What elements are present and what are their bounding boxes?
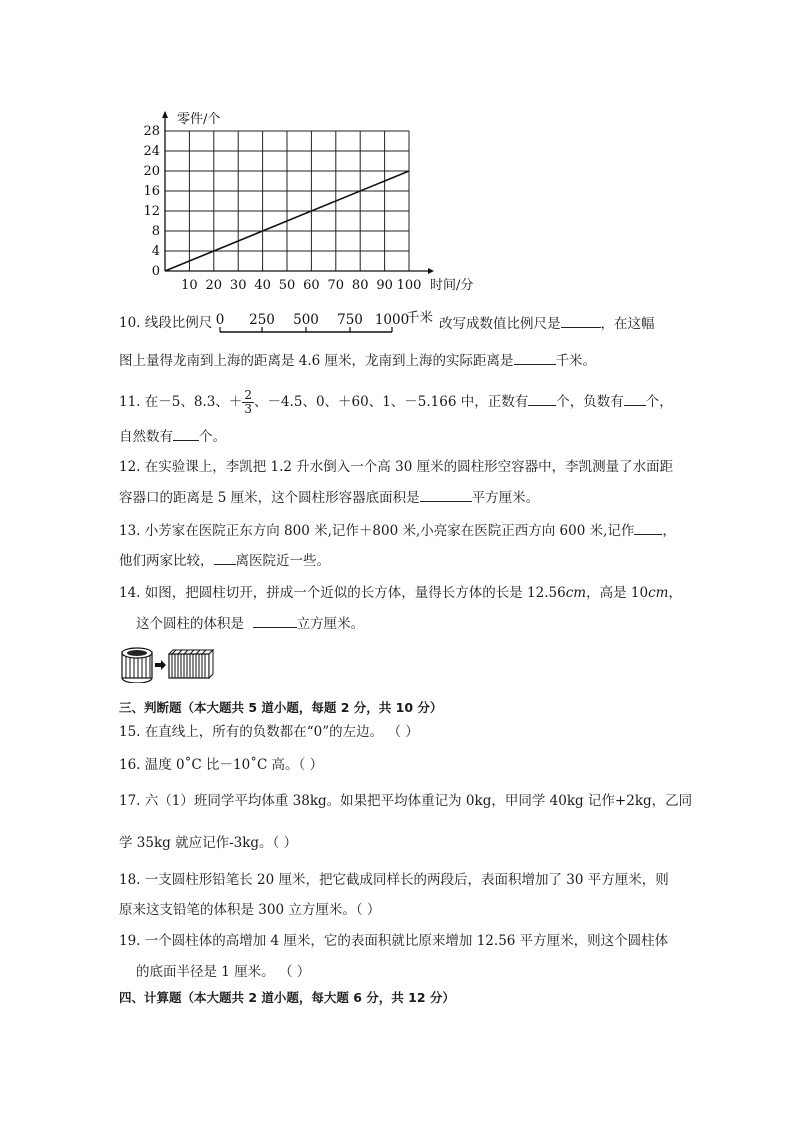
x-tick-label: 40 (254, 278, 271, 293)
q13-line1: 13. 小芳家在医院正东方向 800 米,记作＋800 米,小亮家在医院正西方向 600 米,记作 ， (119, 523, 676, 539)
q12-line2: 容器口的距离是 5 厘米，这个圆柱形容器底面积是 平方厘米。 (119, 490, 540, 506)
x-tick-label: 60 (303, 278, 320, 293)
answer-blank[interactable] (214, 551, 236, 565)
x-tick-label: 70 (327, 278, 345, 293)
fraction: $\frac{2}{3}$ (244, 388, 252, 416)
q10-text-a: 改写成数值比例尺是 ，在这幅 (439, 316, 655, 332)
chart-labels (143, 112, 473, 293)
q19-line2: 的底面半径是 1 厘米。 （ ） (136, 964, 311, 980)
q16: 16. 温度 0˚C 比－10˚C 高。（ ） (119, 757, 324, 773)
y-axis-title: 零件/个 (177, 112, 221, 127)
scale-bar-label: 750 (337, 312, 363, 328)
answer-blank[interactable] (173, 427, 199, 441)
scale-bar-label: 250 (249, 312, 275, 328)
y-tick-label: 0 (151, 264, 160, 279)
chart-axes (162, 111, 434, 274)
q18-line2: 原来这支铅笔的体积是 300 立方厘米。（ ） (119, 902, 381, 918)
x-tick-label: 30 (229, 278, 247, 293)
q12-line1: 12. 在实验课上，李凯把 1.2 升水倒入一个高 30 厘米的圆柱形空容器中，李凯测量了水面距 (119, 459, 674, 475)
x-tick-label: 50 (278, 278, 296, 293)
answer-blank[interactable] (253, 614, 297, 628)
answer-blank[interactable] (528, 392, 556, 406)
x-axis-title: 时间/分 (430, 278, 474, 293)
y-tick-label: 24 (143, 144, 160, 159)
q11-line2: 自然数有 个。 (119, 429, 226, 445)
q10-line1 (119, 314, 212, 332)
scale-bar-unit: 千米 (406, 310, 433, 326)
section-heading-judgement: 三、判断题（本大题共 5 道小题，每题 2 分，共 10 分） (119, 700, 443, 715)
x-axis-arrow (428, 268, 434, 274)
x-tick-label: 20 (205, 278, 223, 293)
q13-line2: 他们两家比较， 离医院近一些。 (119, 553, 330, 569)
answer-blank[interactable] (624, 392, 646, 406)
q19-line1: 19. 一个圆柱体的高增加 4 厘米，它的表面积就比原来增加 12.56 平方厘米，则这个圆柱体 (119, 933, 669, 949)
y-tick-label: 4 (151, 244, 160, 259)
scale-bar-label: 0 (215, 312, 225, 328)
cylinder-to-cuboid-figure (119, 645, 219, 683)
x-tick-label: 80 (351, 278, 369, 293)
q14-line2: 这个圆柱的体积是 立方厘米。 (136, 616, 365, 632)
y-tick-label: 28 (143, 124, 160, 139)
q17-line1: 17. 六（1）班同学平均体重 38kg。如果把平均体重记为 0kg，甲同学 40kg 记作+2kg，乙同 (119, 793, 693, 809)
q18-line1: 18. 一支圆柱形铅笔长 20 厘米，把它截成同样长的两段后，表面积增加了 30 平方厘米，则 (119, 872, 669, 888)
y-tick-label: 20 (143, 164, 160, 179)
chart-grid (165, 131, 409, 271)
y-tick-label: 12 (143, 204, 160, 219)
q11-line1: 11. 在－5、8.3、＋ $\frac{2}{3}$ 、－4.5、0、＋60、1、－5.166 中，正数有 个，负数有 个， (119, 388, 673, 416)
x-tick-label: 100 (396, 278, 422, 293)
q14-line1: 14. 如图，把圆柱切开，拼成一个近似的长方体，量得长方体的长是 12.56cm，高是 10cm， (119, 585, 682, 601)
y-axis-arrow (162, 111, 168, 118)
q15: 15. 在直线上，所有的负数都在“0”的左边。 （ ） (119, 724, 419, 740)
x-tick-label: 90 (376, 278, 393, 293)
answer-blank[interactable] (634, 521, 662, 535)
x-tick-label: 10 (181, 278, 198, 293)
section-heading-calculation: 四、计算题（本大题共 2 道小题，每大题 6 分，共 12 分） (119, 990, 455, 1005)
q17-line2: 学 35kg 就应记作-3kg。（ ） (119, 835, 298, 851)
answer-blank[interactable] (420, 488, 472, 502)
scale-bar-label: 1000 (374, 312, 410, 328)
y-tick-label: 16 (143, 184, 160, 199)
q10-line2: 图上量得龙南到上海的距离是 4.6 厘米，龙南到上海的实际距离是 千米。 (119, 353, 597, 369)
scale-bar-label: 500 (293, 312, 319, 328)
cylinder-icon (122, 648, 152, 683)
answer-blank[interactable] (561, 314, 601, 328)
q10-number: 10. 线段比例尺 (119, 315, 213, 331)
answer-blank[interactable] (514, 351, 556, 365)
y-tick-label: 8 (151, 224, 160, 239)
cuboid-icon (169, 650, 213, 678)
arrow-right-icon (155, 660, 166, 670)
line-scale-ruler (212, 306, 442, 336)
